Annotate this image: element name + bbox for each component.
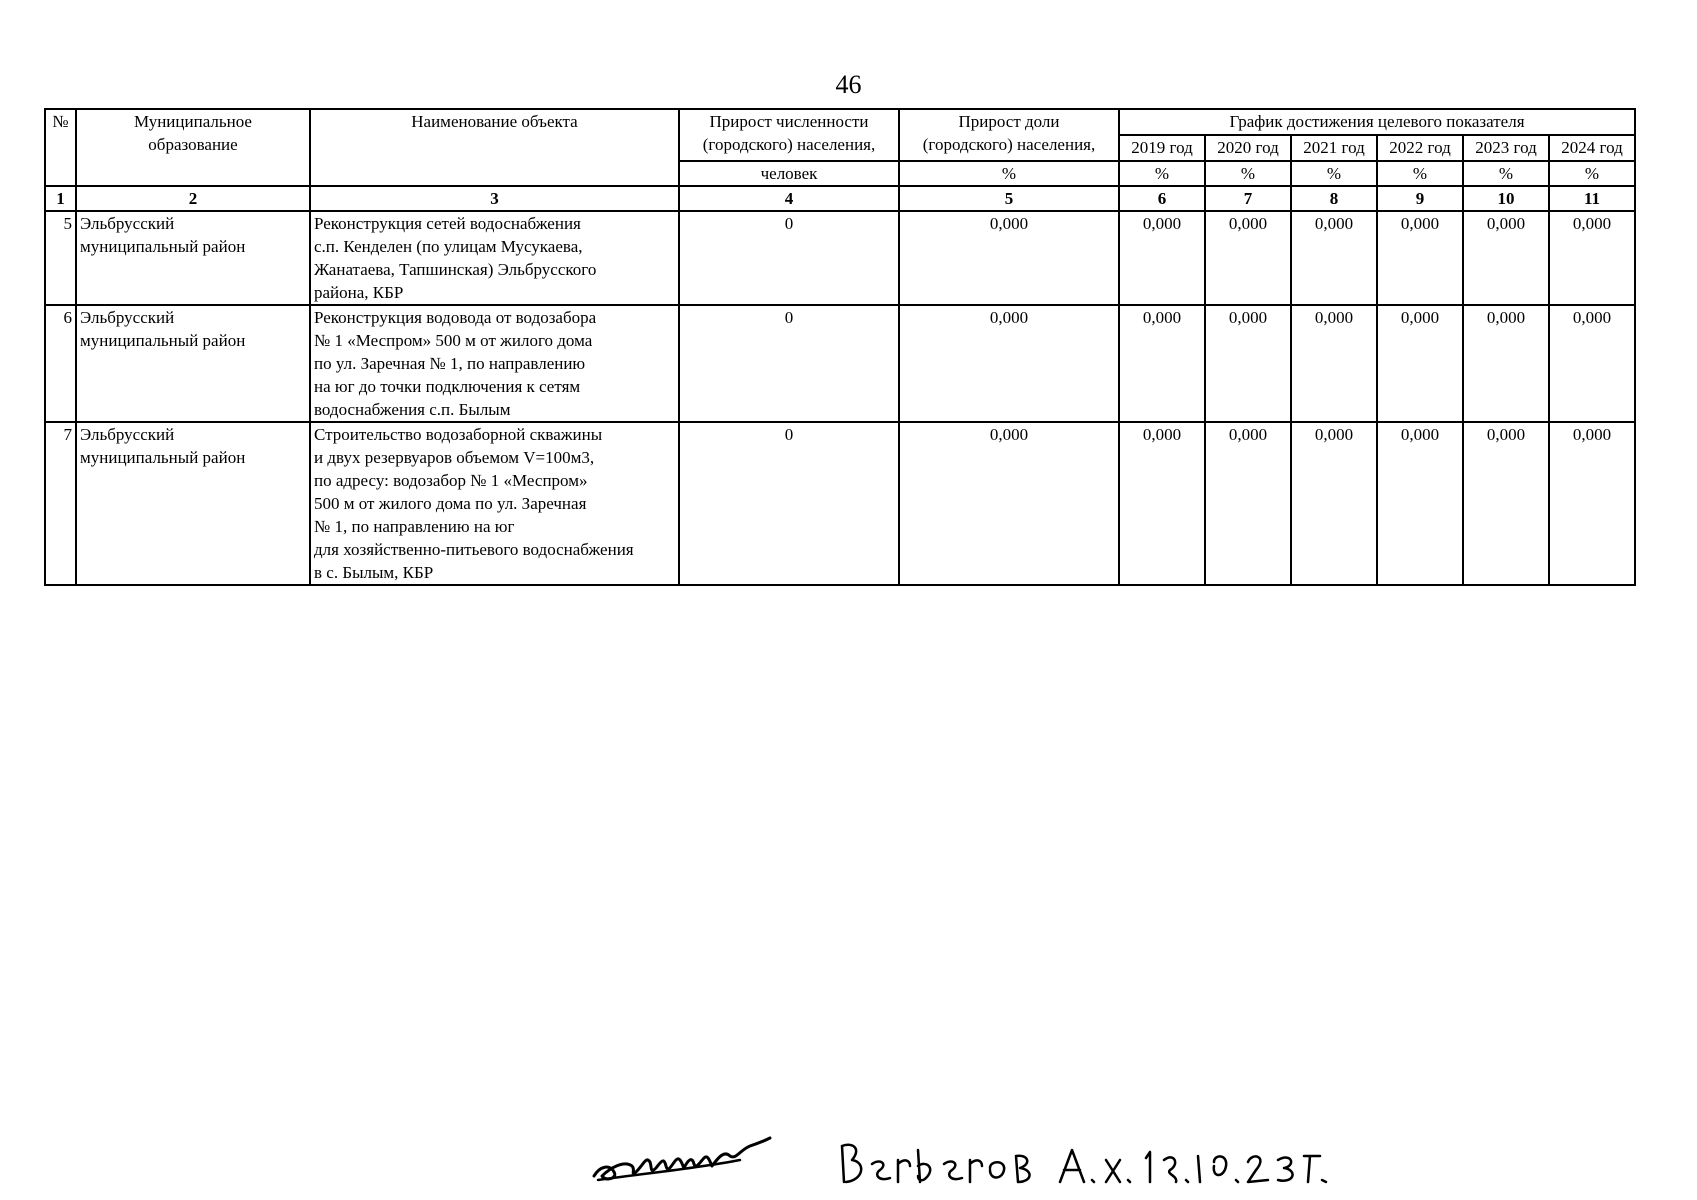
header-year: 2021 год [1291, 135, 1377, 161]
table-row [45, 305, 1635, 422]
unit-people: человек [679, 161, 899, 186]
column-number: 6 [1119, 186, 1205, 211]
unit-percent: % [1119, 161, 1205, 186]
row-year-value: 0,000 [1549, 211, 1635, 305]
column-number-row [45, 186, 1635, 211]
row-year-value: 0,000 [1291, 305, 1377, 422]
row-year-value: 0,000 [1291, 211, 1377, 305]
row-municipality [76, 422, 310, 585]
row-municipality-line: муниципальный район [80, 237, 246, 256]
row-object-line: Жанатаева, Тапшинская) Эльбрусского [314, 260, 597, 279]
column-number: 4 [679, 186, 899, 211]
row-object-line: и двух резервуаров объемом V=100м3, [314, 448, 595, 467]
header-schedule: График достижения целевого показателя [1119, 109, 1635, 135]
header-year: 2023 год [1463, 135, 1549, 161]
target-indicator-table [44, 108, 1636, 586]
row-object-line: Реконструкция сетей водоснабжения [314, 214, 581, 233]
row-year-value: 0,000 [1377, 305, 1463, 422]
row-object-line: в с. Былым, КБР [314, 563, 434, 582]
column-number: 11 [1549, 186, 1635, 211]
header-year: 2024 год [1549, 135, 1635, 161]
row-object-line: по адресу: водозабор № 1 «Меспром» [314, 471, 588, 490]
table-row [45, 211, 1635, 305]
row-number: 6 [45, 305, 76, 422]
row-municipality-line: муниципальный район [80, 448, 246, 467]
row-object-line: № 1, по направлению на юг [314, 517, 515, 536]
row-share-growth: 0,000 [899, 422, 1119, 585]
row-municipality [76, 305, 310, 422]
row-population-growth: 0 [679, 422, 899, 585]
row-year-value: 0,000 [1463, 305, 1549, 422]
row-object-line: для хозяйственно-питьевого водоснабжения [314, 540, 634, 559]
row-year-value: 0,000 [1119, 422, 1205, 585]
row-year-value: 0,000 [1119, 305, 1205, 422]
row-object-name [310, 211, 679, 305]
header-municipality [76, 109, 310, 186]
row-object-line: с.п. Кенделен (по улицам Мусукаева, [314, 237, 583, 256]
row-object-name [310, 305, 679, 422]
row-municipality-line: муниципальный район [80, 331, 246, 350]
row-object-line: на юг до точки подключения к сетям [314, 377, 581, 396]
unit-percent: % [1205, 161, 1291, 186]
signature-scribble [594, 1138, 770, 1179]
column-number: 8 [1291, 186, 1377, 211]
column-number: 1 [45, 186, 76, 211]
row-object-name [310, 422, 679, 585]
header-year: 2022 год [1377, 135, 1463, 161]
row-year-value: 0,000 [1119, 211, 1205, 305]
row-year-value: 0,000 [1205, 422, 1291, 585]
header-population-growth-line: (городского) населения, [702, 135, 876, 154]
row-municipality [76, 211, 310, 305]
row-share-growth: 0,000 [899, 305, 1119, 422]
signature-area [580, 1120, 1380, 1200]
header-share-growth [899, 109, 1119, 161]
row-population-growth: 0 [679, 211, 899, 305]
header-share-growth-line: (городского) населения, [922, 135, 1096, 154]
column-number: 10 [1463, 186, 1549, 211]
row-year-value: 0,000 [1549, 422, 1635, 585]
header-population-growth [679, 109, 899, 161]
unit-percent: % [1291, 161, 1377, 186]
header-year: 2020 год [1205, 135, 1291, 161]
row-object-line: Реконструкция водовода от водозабора [314, 308, 597, 327]
header-row-1 [45, 109, 1635, 135]
row-object-line: Строительство водозаборной скважины [314, 425, 603, 444]
column-number: 9 [1377, 186, 1463, 211]
row-year-value: 0,000 [1205, 211, 1291, 305]
row-number: 5 [45, 211, 76, 305]
row-municipality-line: Эльбрусский [80, 308, 175, 327]
row-year-value: 0,000 [1463, 422, 1549, 585]
handwritten-note [842, 1145, 1326, 1182]
row-year-value: 0,000 [1463, 211, 1549, 305]
row-year-value: 0,000 [1549, 305, 1635, 422]
header-municipality-line: Муниципальное [134, 112, 252, 131]
column-number: 5 [899, 186, 1119, 211]
column-number: 3 [310, 186, 679, 211]
row-object-line: водоснабжения с.п. Былым [314, 400, 511, 419]
row-object-line: района, КБР [314, 283, 404, 302]
row-municipality-line: Эльбрусский [80, 425, 175, 444]
unit-percent: % [1463, 161, 1549, 186]
row-share-growth: 0,000 [899, 211, 1119, 305]
table-row [45, 422, 1635, 585]
row-object-line: № 1 «Меспром» 500 м от жилого дома [314, 331, 593, 350]
row-population-growth: 0 [679, 305, 899, 422]
handwritten-signatures [580, 1120, 1380, 1200]
unit-percent: % [899, 161, 1119, 186]
row-number: 7 [45, 422, 76, 585]
header-no: № [45, 109, 76, 186]
row-municipality-line: Эльбрусский [80, 214, 175, 233]
header-share-growth-line: Прирост доли [958, 112, 1060, 131]
unit-percent: % [1377, 161, 1463, 186]
row-year-value: 0,000 [1291, 422, 1377, 585]
row-year-value: 0,000 [1377, 422, 1463, 585]
column-number: 2 [76, 186, 310, 211]
header-year: 2019 год [1119, 135, 1205, 161]
column-number: 7 [1205, 186, 1291, 211]
row-object-line: по ул. Заречная № 1, по направлению [314, 354, 586, 373]
row-object-line: 500 м от жилого дома по ул. Заречная [314, 494, 587, 513]
header-object-name: Наименование объекта [310, 109, 679, 186]
row-year-value: 0,000 [1377, 211, 1463, 305]
signature-underline [598, 1160, 740, 1180]
row-year-value: 0,000 [1205, 305, 1291, 422]
header-municipality-line: образование [148, 135, 238, 154]
header-population-growth-line: Прирост численности [709, 112, 869, 131]
unit-percent: % [1549, 161, 1635, 186]
page-number: 46 [835, 70, 862, 99]
